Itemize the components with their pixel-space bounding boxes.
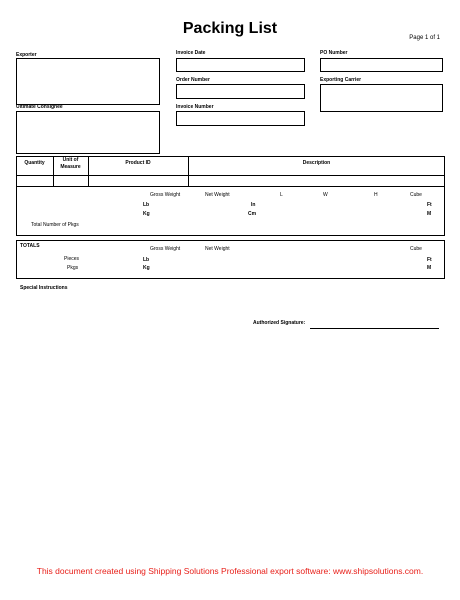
order-number-field[interactable]	[176, 84, 305, 99]
exporter-label: Exporter	[16, 52, 37, 58]
total-pkgs-label: Total Number of Pkgs	[31, 222, 79, 228]
order-number-label: Order Number	[176, 77, 210, 83]
signature-label: Authorized Signature:	[253, 320, 306, 326]
cube-label: Cube	[410, 192, 422, 198]
totals-pkgs-label: Pkgs	[67, 265, 79, 271]
invoice-number-label: Invoice Number	[176, 104, 214, 110]
in-label: In	[251, 202, 256, 208]
column-header-description: Description	[302, 160, 331, 166]
width-label: W	[323, 192, 328, 198]
totals-cube-label: Cube	[410, 246, 422, 252]
table-cell-description[interactable]	[189, 176, 444, 186]
page-title: Packing List	[182, 20, 278, 37]
net-weight-label: Net Weight	[205, 192, 230, 198]
invoice-date-field[interactable]	[176, 58, 305, 72]
totals-pieces-label: Pieces	[64, 256, 80, 262]
ultimate-consignee-label: Ultimate Consignee	[16, 104, 63, 110]
lb-label: Lb	[143, 202, 150, 208]
gross-weight-label: Gross Weight	[150, 192, 181, 198]
special-instructions-label: Special Instructions	[20, 285, 68, 291]
signature-line[interactable]	[310, 328, 439, 329]
table-row-divider	[16, 186, 445, 187]
exporting-carrier-label: Exporting Carrier	[320, 77, 362, 83]
totals-lb-label: Lb	[143, 257, 150, 263]
column-header-unit-of-measure: Unit of Measure	[60, 157, 81, 170]
invoice-date-label: Invoice Date	[176, 50, 206, 56]
exporting-carrier-field[interactable]	[320, 84, 443, 112]
po-number-field[interactable]	[320, 58, 443, 72]
table-cell-unit[interactable]	[54, 176, 88, 186]
column-header-product-id: Product ID	[125, 160, 151, 166]
kg-label: Kg	[143, 211, 150, 217]
totals-gross-weight-label: Gross Weight	[150, 246, 181, 252]
totals-box	[16, 240, 445, 279]
totals-net-weight-label: Net Weight	[205, 246, 230, 252]
ultimate-consignee-field[interactable]	[16, 111, 160, 154]
totals-m-label: M	[427, 265, 432, 271]
cm-label: Cm	[248, 211, 257, 217]
footer-text: This document created using Shipping Solutions Professional export software: www.shipsolutions.com.	[36, 566, 424, 576]
totals-heading: TOTALS	[20, 243, 40, 249]
totals-kg-label: Kg	[143, 265, 150, 271]
ft-label: Ft	[427, 202, 432, 208]
table-cell-product-id[interactable]	[89, 176, 188, 186]
column-header-quantity: Quantity	[24, 160, 45, 166]
table-cell-quantity[interactable]	[17, 176, 53, 186]
totals-ft-label: Ft	[427, 257, 432, 263]
exporter-field[interactable]	[16, 58, 160, 105]
length-label: L	[280, 192, 283, 198]
page-number: Page 1 of 1	[409, 35, 440, 41]
height-label: H	[374, 192, 378, 198]
po-number-label: PO Number	[320, 50, 348, 56]
invoice-number-field[interactable]	[176, 111, 305, 126]
m-label: M	[427, 211, 432, 217]
